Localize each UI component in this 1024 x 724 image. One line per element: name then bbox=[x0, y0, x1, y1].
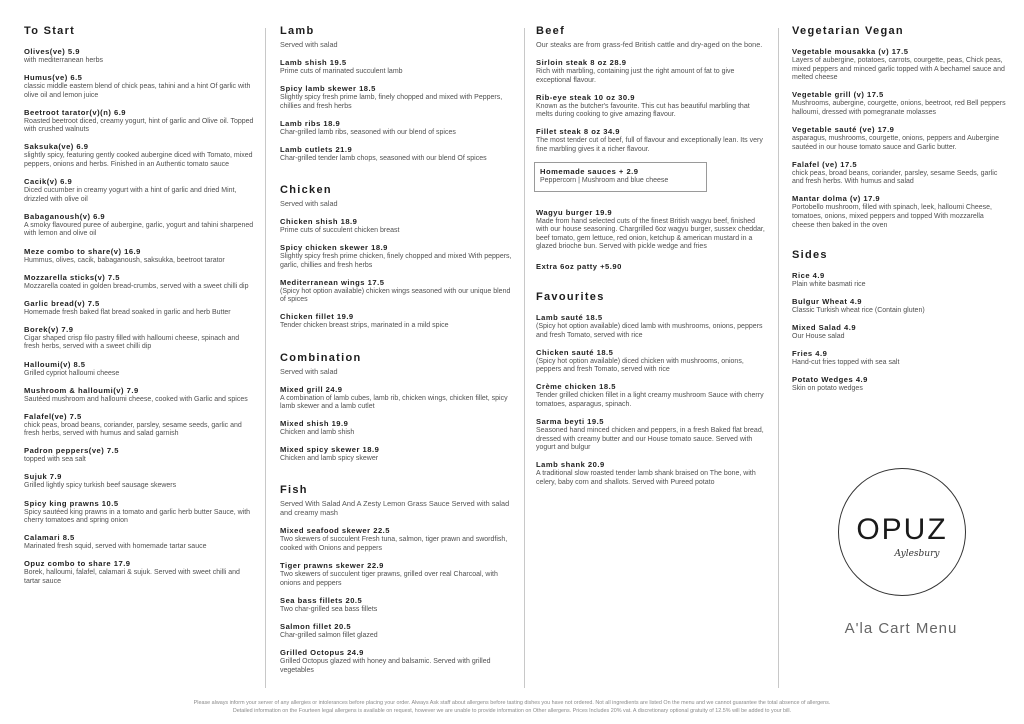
menu-item bbox=[24, 142, 256, 169]
menu-item bbox=[280, 312, 516, 331]
menu-item bbox=[536, 127, 768, 154]
item-desc: The most tender cut of beef, full of flavour and exceptionally lean. Its very fine marbling gives it a richer flavour. bbox=[536, 137, 763, 153]
item-desc: Prime cuts of marinated succulent lamb bbox=[280, 68, 403, 75]
menu-item bbox=[24, 299, 256, 318]
menu-item bbox=[792, 90, 1008, 117]
item-desc: Tender chicken breast strips, marinated in a mild spice bbox=[280, 322, 449, 330]
item-desc: Spicy sautéed king prawns in a tomato and garlic herb butter Sauce, with cherry tomatoes and spring onion bbox=[24, 508, 251, 525]
item-desc: Roasted beetroot diced, creamy yogurt, hint of garlic and Olive oil. Topped with crushed walnuts bbox=[24, 117, 254, 134]
beef-list bbox=[536, 58, 768, 155]
menu-item bbox=[280, 119, 516, 138]
section-title-vegetarian: Vegetarian Vegan bbox=[792, 25, 904, 37]
item-desc: asparagus, mushrooms, courgette, onions, peppers and Aubergine sautéed in our house tomato sauce and Garlic butter. bbox=[792, 134, 1000, 151]
item-desc: Grilled cypriot halloumi cheese bbox=[24, 369, 120, 377]
item-name: Fries 4.9 bbox=[792, 348, 828, 358]
section-title-sides: Sides bbox=[792, 248, 828, 261]
item-desc: slightly spicy, featuring gently cooked aubergine diced with Tomato, mixed peppers, onions and herbs. Finished in an Authentic tomato sauce bbox=[24, 152, 253, 169]
menu-item bbox=[280, 58, 516, 77]
column-mains bbox=[280, 24, 516, 683]
item-name: Vegetable mousakka (v) 17.5 bbox=[792, 47, 909, 56]
item-desc: chick peas, broad beans, coriander, parsley, sesame Seeds, garlic and fresh herbs. With humus and salad bbox=[792, 169, 998, 186]
menu-item bbox=[536, 382, 768, 409]
menu-item bbox=[24, 73, 256, 100]
item-desc: Classic Turkish wheat rice (Contain gluten) bbox=[792, 306, 925, 314]
menu-item bbox=[280, 243, 516, 270]
section-title-to-start: To Start bbox=[24, 25, 76, 37]
item-desc: Hand-cut fries topped with sea salt bbox=[792, 358, 900, 366]
item-desc: Grilled lightly spicy turkish beef sausage skewers bbox=[24, 482, 177, 490]
item-name: Calamari 8.5 bbox=[24, 533, 75, 543]
item-name: Humus(ve) 6.5 bbox=[24, 73, 83, 83]
footer-line-2: Detailed information on the Fourteen legal allergens is available on request, however we are unable to provide information on Other allergens. Prices Includes 20% vat. A discretionary optional gratuity of 12.5% will be added to your bill. bbox=[232, 708, 792, 714]
item-desc: Mozzarella coated in golden bread-crumbs, served with a sweet chilli dip bbox=[24, 282, 249, 290]
menu-item bbox=[792, 349, 1008, 368]
menu-item bbox=[24, 273, 256, 292]
item-name: Wagyu burger 19.9 bbox=[536, 207, 613, 217]
item-name: Lamb sauté 18.5 bbox=[536, 313, 603, 323]
item-desc: Layers of aubergine, potatoes, carrots, courgette, peas, Chick peas, mixed peppers and minced garlic topped with A bechamel sauce and melted cheese bbox=[792, 57, 1005, 82]
item-desc: Two skewers of succulent Fresh tuna, salmon, tiger prawn and swordfish, cooked with Onions and peppers bbox=[280, 536, 508, 552]
combination-list bbox=[280, 385, 516, 464]
item-name: Potato Wedges 4.9 bbox=[792, 375, 868, 384]
menu-item bbox=[280, 217, 516, 236]
logo-text: OPUZ bbox=[856, 513, 948, 546]
menu-item bbox=[280, 622, 516, 641]
item-desc: Seasoned hand minced chicken and peppers, in a fresh Baked flat bread, dressed with creamy butter and our House tomato sauce. Served with yogurt and bulgur bbox=[536, 427, 764, 452]
menu-item bbox=[792, 323, 1008, 342]
item-name: Spicy king prawns 10.5 bbox=[24, 498, 119, 508]
item-desc: Slightly spicy fresh prime chicken, finely chopped and mixed With peppers, garlic, chillies and fresh herbs bbox=[280, 253, 512, 269]
item-name: Mixed Salad 4.9 bbox=[792, 322, 857, 332]
menu-item bbox=[24, 533, 256, 552]
fish-list bbox=[280, 526, 516, 675]
lamb-list bbox=[280, 58, 516, 163]
menu-item bbox=[24, 412, 256, 439]
sauces-name: Homemade sauces + 2.9 bbox=[540, 167, 639, 177]
item-desc: Known as the butcher's favourite. This cut has beautiful marbling that melts during cooking to give amazing flavour. bbox=[536, 102, 750, 119]
item-name: Mixed spicy skewer 18.9 bbox=[280, 445, 380, 455]
menu-item bbox=[280, 596, 516, 615]
menu-item bbox=[792, 160, 1008, 187]
item-desc: Borek, halloumi, falafel, calamari & sujuk. Served with sweet chilli and tartar sauce bbox=[24, 569, 240, 585]
item-desc: Grilled Octopus glazed with honey and balsamic. Served with grilled vegetables bbox=[280, 657, 491, 674]
item-desc: Prime cuts of succulent chicken breast bbox=[280, 226, 400, 234]
item-desc: topped with sea salt bbox=[24, 456, 86, 464]
item-name: Opuz combo to share 17.9 bbox=[24, 559, 131, 569]
section-subtitle-chicken: Served with salad bbox=[280, 198, 338, 208]
item-desc: A combination of lamb cubes, lamb rib, chicken wings, chicken fillet, spicy lamb skewer and a lamb cutlet bbox=[280, 394, 508, 411]
item-desc: Our House salad bbox=[792, 332, 845, 340]
menu-item bbox=[280, 84, 516, 111]
menu-item bbox=[24, 360, 256, 379]
menu-item bbox=[24, 499, 256, 526]
menu-item bbox=[280, 648, 516, 675]
item-name: Mediterranean wings 17.5 bbox=[280, 277, 385, 287]
section-title-beef: Beef bbox=[536, 25, 566, 37]
menu-item-wagyu-burger bbox=[536, 208, 768, 252]
item-name: Lamb shish 19.5 bbox=[280, 58, 347, 67]
menu-item bbox=[24, 177, 256, 204]
item-name: Crème chicken 18.5 bbox=[536, 382, 616, 392]
menu-item bbox=[24, 325, 256, 352]
menu-item bbox=[536, 58, 768, 85]
item-name: Falafel (ve) 17.5 bbox=[792, 159, 858, 169]
item-name: Mantar dolma (v) 17.9 bbox=[792, 194, 881, 204]
item-desc: (Spicy hot option available) diced lamb with mushrooms, onions, peppers and fresh Tomato, served with rice bbox=[536, 323, 763, 339]
section-title-favourites: Favourites bbox=[536, 291, 605, 304]
item-name: Mozzarella sticks(v) 7.5 bbox=[24, 272, 120, 282]
item-name: Sarma beyti 19.5 bbox=[536, 417, 604, 427]
item-name: Rice 4.9 bbox=[792, 270, 825, 280]
item-name: Sea bass fillets 20.5 bbox=[280, 595, 363, 605]
item-desc: (Spicy hot option available) diced chicken with mushrooms, onions, peppers and fresh Tomato, served with rice bbox=[536, 357, 744, 374]
section-subtitle-beef: Our steaks are from grass-fed British cattle and dry-aged on the bone. bbox=[536, 40, 763, 49]
item-desc: Char-grilled salmon fillet glazed bbox=[280, 631, 378, 639]
column-divider bbox=[524, 28, 525, 688]
section-title-lamb: Lamb bbox=[280, 25, 315, 37]
item-name: Fillet steak 8 oz 34.9 bbox=[536, 127, 621, 137]
item-name: Vegetable sauté (ve) 17.9 bbox=[792, 124, 895, 134]
extra-patty: Extra 6oz patty +5.90 bbox=[536, 262, 622, 272]
section-title-combination: Combination bbox=[280, 351, 362, 364]
item-desc: Marinated fresh squid, served with homemade tartar sauce bbox=[24, 543, 207, 551]
item-desc: with mediterranean herbs bbox=[24, 57, 103, 64]
item-desc: Mushrooms, aubergine, courgette, onions, beetroot, red Bell peppers halloumi, dressed with pomegranate molasses bbox=[792, 100, 1006, 116]
footer-line-1: Please always inform your server of any allergies or intolerances before placing your order. Always Ask staff about allergens before tasting dishes you have not ordered. Not all ingredients are listed On the menu and we cannot guarantee the total absence of allergens. bbox=[193, 700, 831, 706]
chicken-list bbox=[280, 217, 516, 331]
item-name: Vegetable grill (v) 17.5 bbox=[792, 90, 884, 100]
menu-item bbox=[792, 194, 1008, 230]
menu-item bbox=[792, 297, 1008, 316]
item-desc: Portobello mushroom, filled with spinach, leek, halloumi Cheese, tomatoes, onions, mixed peppers and topped With mozzarella cheese then baked in the oven bbox=[792, 204, 992, 229]
item-desc: classic middle eastern blend of chick peas, tahini and a hint Of garlic with olive oil and lemon juice bbox=[24, 83, 251, 99]
item-name: Meze combo to share(v) 16.9 bbox=[24, 246, 141, 256]
allergen-footer bbox=[40, 699, 984, 715]
item-name: Mushroom & halloumi(v) 7.9 bbox=[24, 385, 139, 395]
item-name: Sirloin steak 8 oz 28.9 bbox=[536, 58, 627, 67]
column-to-start bbox=[24, 24, 256, 594]
item-desc: Char-grilled lamb ribs, seasoned with our blend of spices bbox=[280, 128, 456, 136]
menu-item bbox=[280, 385, 516, 412]
item-desc: Hummus, olives, cacik, babaganoush, saksukka, beetroot tarator bbox=[24, 256, 225, 264]
item-desc: Cigar shaped crisp filo pastry filled with halloumi cheese, spinach and fresh herbs, served with a sweet chilli dip bbox=[24, 334, 240, 351]
item-desc: A traditional slow roasted tender lamb shank braised on The bone, with celery, baby corn and shallots. Served with Pureed potato bbox=[536, 470, 756, 486]
item-desc: Two char-grilled sea bass fillets bbox=[280, 605, 378, 613]
item-name: Olives(ve) 5.9 bbox=[24, 47, 80, 56]
menu-item bbox=[24, 108, 256, 135]
item-name: Mixed shish 19.9 bbox=[280, 419, 349, 429]
item-desc: Slightly spicy fresh prime lamb, finely chopped and mixed with Peppers, chillies and fresh herbs bbox=[280, 94, 503, 110]
item-name: Tiger prawns skewer 22.9 bbox=[280, 561, 384, 571]
brand-logo bbox=[838, 468, 966, 596]
menu-item bbox=[792, 125, 1008, 152]
item-name: Mixed seafood skewer 22.5 bbox=[280, 526, 390, 536]
menu-item bbox=[792, 271, 1008, 290]
menu-item bbox=[280, 445, 516, 464]
menu-item bbox=[24, 559, 256, 586]
vegetarian-list bbox=[792, 47, 1008, 230]
item-name: Lamb shank 20.9 bbox=[536, 460, 605, 470]
item-name: Padron peppers(ve) 7.5 bbox=[24, 446, 119, 456]
item-name: Beetroot tarator(v)(n) 6.9 bbox=[24, 107, 127, 117]
menu-item bbox=[24, 212, 256, 239]
item-name: Rib-eye steak 10 oz 30.9 bbox=[536, 92, 635, 102]
menu-item bbox=[536, 348, 768, 375]
item-name: Spicy lamb skewer 18.5 bbox=[280, 84, 376, 94]
section-title-fish: Fish bbox=[280, 484, 308, 497]
menu-item bbox=[536, 417, 768, 453]
menu-item bbox=[536, 313, 768, 340]
menu-item bbox=[280, 526, 516, 553]
menu-item bbox=[792, 47, 1008, 83]
item-name: Saksuka(ve) 6.9 bbox=[24, 142, 89, 152]
menu-item bbox=[280, 145, 516, 164]
item-name: Falafel(ve) 7.5 bbox=[24, 411, 82, 421]
menu-title: A'la Cart Menu bbox=[844, 620, 958, 637]
column-vegetarian-sides bbox=[792, 24, 1008, 401]
menu-item bbox=[792, 375, 1008, 394]
item-name: Lamb cutlets 21.9 bbox=[280, 144, 353, 154]
section-title-chicken: Chicken bbox=[280, 183, 332, 196]
menu-item bbox=[280, 278, 516, 305]
menu-item bbox=[24, 386, 256, 405]
menu-item bbox=[280, 419, 516, 438]
item-name: Cacik(v) 6.9 bbox=[24, 177, 73, 187]
to-start-list bbox=[24, 47, 256, 587]
item-desc: Two skewers of succulent tiger prawns, grilled over real Charcoal, with onions and peppers bbox=[280, 571, 498, 587]
item-name: Chicken fillet 19.9 bbox=[280, 312, 354, 322]
menu-item bbox=[24, 247, 256, 266]
item-desc: Tender grilled chicken fillet in a light creamy mushroom Sauce with cherry tomatoes, asparagus, spinach. bbox=[536, 392, 764, 408]
item-desc: (Spicy hot option available) chicken wings seasoned with our unique blend of spices bbox=[280, 287, 511, 304]
item-desc: Chicken and lamb spicy skewer bbox=[280, 455, 379, 463]
item-desc: Chicken and lamb shish bbox=[280, 429, 355, 437]
column-divider bbox=[778, 28, 779, 688]
item-name: Grilled Octopus 24.9 bbox=[280, 647, 364, 657]
item-name: Sujuk 7.9 bbox=[24, 472, 62, 482]
section-subtitle-combination: Served with salad bbox=[280, 366, 338, 376]
item-name: Borek(v) 7.9 bbox=[24, 324, 74, 334]
column-divider bbox=[265, 28, 266, 688]
logo-location: Aylesbury bbox=[894, 549, 940, 559]
column-beef-favourites bbox=[536, 24, 768, 495]
item-name: Spicy chicken skewer 18.9 bbox=[280, 243, 388, 253]
item-name: Salmon fillet 20.5 bbox=[280, 621, 352, 631]
item-desc: Rich with marbling, containing just the right amount of fat to give exceptional flavour. bbox=[536, 68, 735, 84]
item-name: Lamb ribs 18.9 bbox=[280, 118, 341, 128]
menu-item bbox=[24, 472, 256, 491]
item-desc: A smoky flavoured puree of aubergine, garlic, yogurt and tahini sharpened with lemon and olive oil bbox=[24, 221, 254, 238]
item-desc: Diced cucumber in creamy yogurt with a hint of garlic and dried Mint, drizzled with olive oil bbox=[24, 187, 237, 203]
menu-item bbox=[536, 93, 768, 120]
item-name: Babaganoush(v) 6.9 bbox=[24, 211, 106, 221]
item-desc: Homemade fresh baked flat bread soaked in garlic and herb Butter bbox=[24, 308, 231, 316]
item-desc: Plain white basmati rice bbox=[792, 280, 866, 288]
favourites-list bbox=[536, 313, 768, 488]
sauces-desc: Peppercorn | Mushroom and blue cheese bbox=[540, 177, 669, 185]
item-name: Garlic bread(v) 7.5 bbox=[24, 298, 100, 308]
sauces-box bbox=[534, 162, 707, 192]
menu-item bbox=[280, 561, 516, 588]
item-desc: Skin on potato wedges bbox=[792, 385, 863, 392]
item-desc: Char-grilled tender lamb chops, seasoned with our blend Of spices bbox=[280, 154, 487, 162]
item-desc: Sautéed mushroom and halloumi cheese, cooked with Garlic and spices bbox=[24, 395, 248, 403]
sides-list bbox=[792, 271, 1008, 394]
item-desc: Made from hand selected cuts of the finest British wagyu beef, finished with our house seasoning. Chargrilled 6oz wagyu burger, sussex cheddar, beef tomato, gem lettuce, red onion, ketchup & american mustard in a glazed brioche bun. Served with pickle wedge and fries bbox=[536, 217, 765, 251]
item-name: Chicken shish 18.9 bbox=[280, 216, 358, 226]
section-subtitle-lamb: Served with salad bbox=[280, 40, 338, 49]
item-name: Halloumi(v) 8.5 bbox=[24, 359, 86, 369]
section-subtitle-fish: Served With Salad And A Zesty Lemon Grass Sauce Served with salad and creamy mash bbox=[280, 499, 510, 518]
menu-item bbox=[24, 446, 256, 465]
menu-item bbox=[24, 47, 256, 66]
item-name: Chicken sauté 18.5 bbox=[536, 347, 614, 357]
item-name: Bulgur Wheat 4.9 bbox=[792, 296, 863, 306]
menu-item bbox=[536, 460, 768, 487]
item-desc: chick peas, broad beans, coriander, parsley, sesame seeds, garlic and fresh herbs, served with humus and salad garnish bbox=[24, 421, 242, 438]
item-name: Mixed grill 24.9 bbox=[280, 384, 343, 394]
